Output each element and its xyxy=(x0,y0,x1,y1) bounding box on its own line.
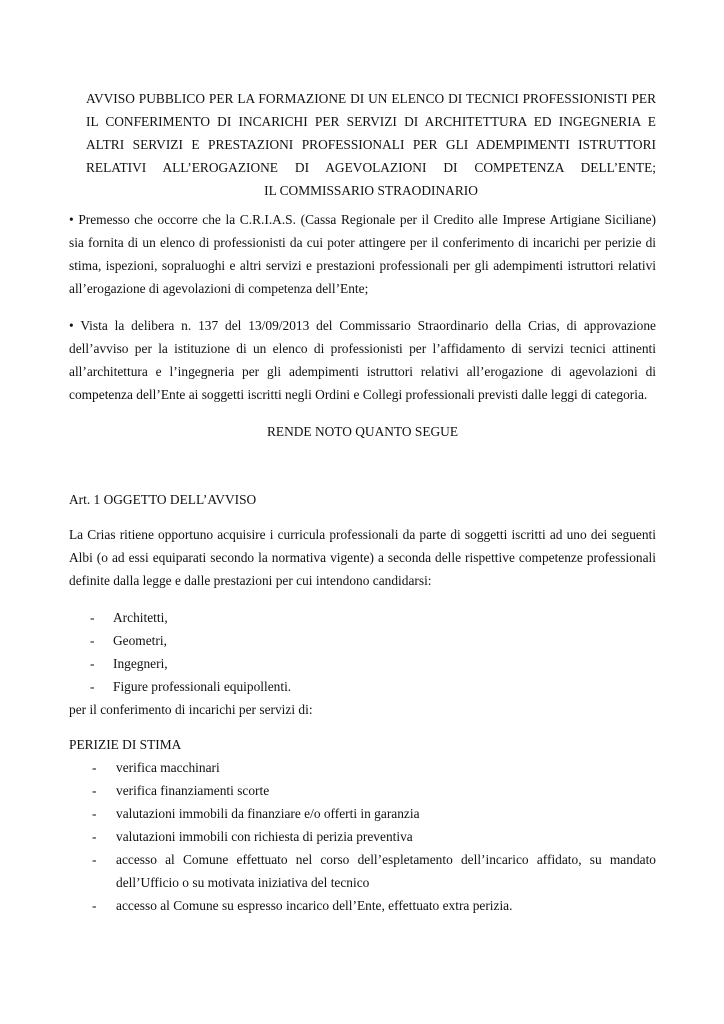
list-item xyxy=(92,756,656,779)
paragraph-line: • Premesso che occorre che la C.R.I.A.S. (Cassa Regionale per il Credito alle Imprese Artigiane Siciliane) xyxy=(69,212,656,227)
paragraph-line: stima, ispezioni, sopraluoghi e altri servizi e prestazioni professionali per gli adempimenti istruttori relativi xyxy=(69,258,656,273)
list-item-line: valutazioni immobili da finanziare e/o offerti in garanzia xyxy=(116,806,420,821)
servizi-intro: per il conferimento di incarichi per servizi di: xyxy=(69,702,313,717)
list-item-text xyxy=(116,848,656,894)
perizie-list xyxy=(92,756,656,917)
paragraph-line: dell’avviso per la istituzione di un elenco di professionisti per l’affidamento di servizi tecnici attinenti xyxy=(69,341,656,356)
title-line: AVVISO PUBBLICO PER LA FORMAZIONE DI UN ELENCO DI TECNICI PROFESSIONISTI PER xyxy=(86,91,656,106)
list-item-text xyxy=(116,825,656,848)
paragraph-line: sia fornita di un elenco di professionisti da cui poter attingere per il conferimento di incarichi per perizie di xyxy=(69,235,656,250)
paragraph-line: Albi (o ad essi equiparati secondo la normativa vigente) a seconda delle rispettive competenze professionali xyxy=(69,550,656,565)
paragraph-line: competenza dell’Ente ai soggetti iscritti negli Ordini e Collegi professionali previsti dalle leggi di categoria. xyxy=(69,387,648,402)
list-item xyxy=(92,848,656,894)
premesso-paragraph xyxy=(69,208,656,300)
list-item-text xyxy=(116,779,656,802)
list-item xyxy=(92,802,656,825)
list-item-line: verifica finanziamenti scorte xyxy=(116,783,270,798)
title-line: IL CONFERIMENTO DI INCARICHI PER SERVIZI DI ARCHITETTURA ED INGEGNERIA E xyxy=(86,114,656,129)
list-item xyxy=(92,779,656,802)
list-item-text: Ingegneri, xyxy=(113,656,168,671)
list-dash: - xyxy=(92,898,97,913)
list-item-line: verifica macchinari xyxy=(116,760,220,775)
list-dash: - xyxy=(92,760,97,775)
list-dash: - xyxy=(92,852,97,867)
list-dash: - xyxy=(90,679,95,694)
rende-noto-heading: RENDE NOTO QUANTO SEGUE xyxy=(266,424,459,439)
paragraph-line: La Crias ritiene opportuno acquisire i curricula professionali da parte di soggetti iscritti ad uno dei seguenti xyxy=(69,527,656,542)
paragraph-line: definite dalla legge e dalle prestazioni per cui intendono candidarsi: xyxy=(69,573,432,588)
list-item-text xyxy=(116,756,656,779)
list-dash: - xyxy=(92,829,97,844)
list-item-text xyxy=(116,894,656,917)
list-item xyxy=(92,825,656,848)
list-item-line: accesso al Comune effettuato nel corso dell’espletamento dell’incarico affidato, su mandato xyxy=(116,852,656,867)
list-item-line: dell’Ufficio o su motivata iniziativa del tecnico xyxy=(116,875,370,890)
list-item-text: Geometri, xyxy=(113,633,167,648)
paragraph-line: all’erogazione di agevolazioni di competenza dell’Ente; xyxy=(69,281,369,296)
list-item-line: accesso al Comune su espresso incarico dell’Ente, effettuato extra perizia. xyxy=(116,898,513,913)
paragraph-line: • Vista la delibera n. 137 del 13/09/2013 del Commissario Straordinario della Crias, di approvazione xyxy=(69,318,656,333)
list-dash: - xyxy=(90,656,95,671)
paragraph-line: all’architettura e l’ingegneria per gli adempimenti istruttori relativi all’erogazione di agevolazioni di xyxy=(69,364,656,379)
list-item-text: Figure professionali equipollenti. xyxy=(113,679,292,694)
art1-intro-paragraph xyxy=(69,523,656,592)
title-line: RELATIVI ALL’EROGAZIONE DI AGEVOLAZIONI DI COMPETENZA DELL’ENTE; xyxy=(86,160,656,175)
list-dash: - xyxy=(92,783,97,798)
list-item xyxy=(92,894,656,917)
list-item-line: valutazioni immobili con richiesta di perizia preventiva xyxy=(116,829,413,844)
list-dash: - xyxy=(90,633,95,648)
document-subtitle: IL COMMISSARIO STRAODINARIO xyxy=(264,183,478,198)
list-dash: - xyxy=(92,806,97,821)
title-line: ALTRI SERVIZI E PRESTAZIONI PROFESSIONALI PER GLI ADEMPIMENTI ISTRUTTORI xyxy=(86,137,656,152)
art1-heading: Art. 1 OGGETTO DELL’AVVISO xyxy=(69,492,257,507)
document-title xyxy=(86,87,656,202)
list-dash: - xyxy=(90,610,95,625)
list-item-text xyxy=(116,802,656,825)
vista-paragraph xyxy=(69,314,656,406)
perizie-heading: PERIZIE DI STIMA xyxy=(69,737,182,752)
list-item-text: Architetti, xyxy=(113,610,168,625)
